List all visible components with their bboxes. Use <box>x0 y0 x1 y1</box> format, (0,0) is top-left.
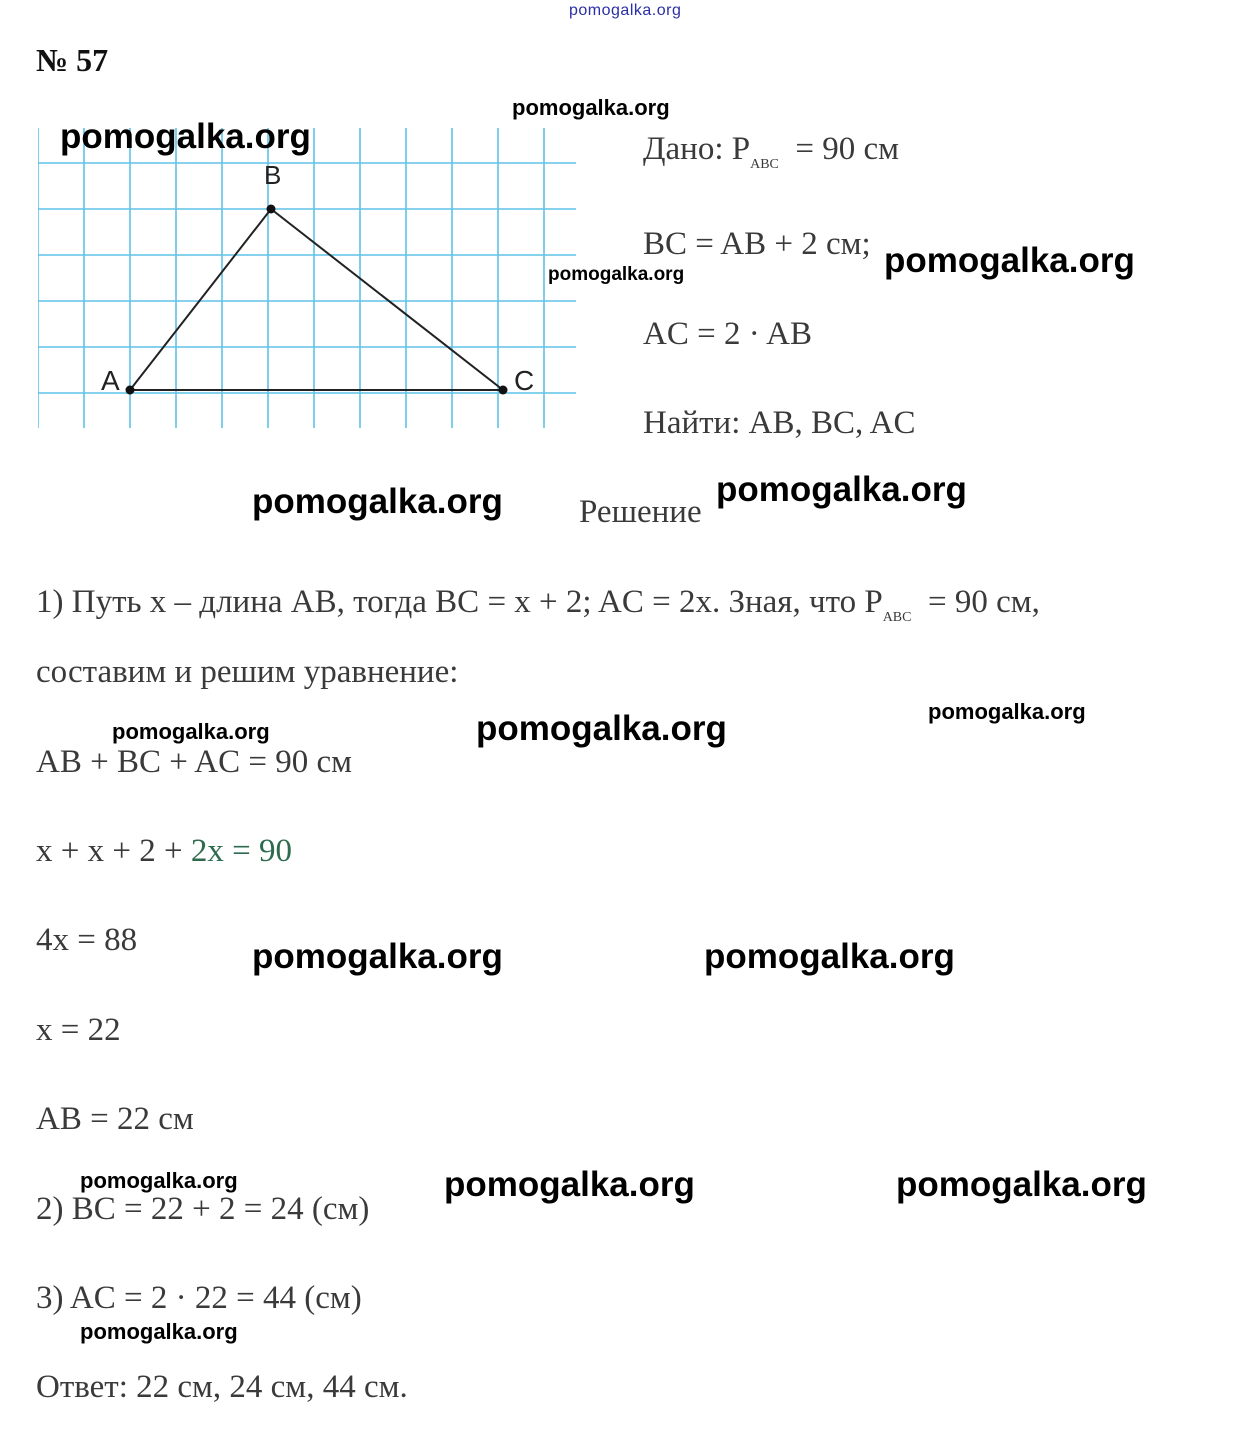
step-1-line-2: составим и решим уравнение: <box>36 654 459 690</box>
result-ab: AB = 22 см <box>36 1101 194 1137</box>
equation-2-part-a: x + x + 2 + <box>36 833 191 869</box>
given-perimeter <box>643 131 900 172</box>
subscript-abc: ABC <box>750 157 779 172</box>
equation-3: 4x = 88 <box>36 922 138 958</box>
equation-4: x = 22 <box>36 1012 121 1048</box>
vertex-c <box>499 386 508 395</box>
subscript-abc: ABC <box>882 610 912 625</box>
equation-2 <box>36 833 292 870</box>
vertex-b <box>267 205 276 214</box>
given-bc: BC = AB + 2 см; <box>643 226 871 262</box>
watermark: pomogalka.org <box>80 1319 238 1344</box>
vertex-a <box>126 386 135 395</box>
watermark: pomogalka.org <box>476 709 727 748</box>
watermark: pomogalka.org <box>60 117 311 156</box>
step-2: 2) BC = 22 + 2 = 24 (см) <box>36 1191 370 1227</box>
watermark: pomogalka.org <box>704 937 955 976</box>
watermark: pomogalka.org <box>548 264 685 285</box>
watermark: pomogalka.org <box>512 95 670 120</box>
watermark: pomogalka.org <box>928 699 1086 724</box>
given-ac: AC = 2 · AB <box>643 316 812 352</box>
answer-line: Ответ: 22 см, 24 см, 44 см. <box>36 1369 408 1405</box>
triangle-figure <box>38 128 578 433</box>
solution-heading: Решение <box>579 494 702 530</box>
watermark: pomogalka.org <box>252 937 503 976</box>
given-label: Дано: P <box>643 131 751 167</box>
label-a: A <box>101 365 120 396</box>
watermark: pomogalka.org <box>80 1168 238 1193</box>
equation-1: AB + BC + AC = 90 см <box>36 744 352 780</box>
find-line: Найти: AB, BC, AC <box>643 405 916 441</box>
watermark-top: pomogalka.org <box>569 2 682 19</box>
watermark: pomogalka.org <box>896 1165 1147 1204</box>
triangle-abc <box>130 209 503 390</box>
watermark: pomogalka.org <box>716 470 967 509</box>
watermark: pomogalka.org <box>884 241 1135 280</box>
step-1-line-1 <box>36 584 1040 625</box>
equation-2-part-b: 2x = 90 <box>190 833 292 869</box>
step-1-value: = 90 см, <box>927 584 1040 620</box>
step-1-text: 1) Путь x – длина AB, тогда BC = x + 2; AC = 2x. Зная, что P <box>36 584 883 620</box>
watermark: pomogalka.org <box>252 482 503 521</box>
problem-number: № 57 <box>36 42 109 78</box>
given-perimeter-value: = 90 см <box>795 131 900 167</box>
watermark: pomogalka.org <box>444 1165 695 1204</box>
watermark: pomogalka.org <box>112 719 270 744</box>
step-3: 3) AC = 2 · 22 = 44 (см) <box>36 1280 362 1316</box>
label-c: C <box>514 365 535 396</box>
label-b: B <box>264 160 282 190</box>
